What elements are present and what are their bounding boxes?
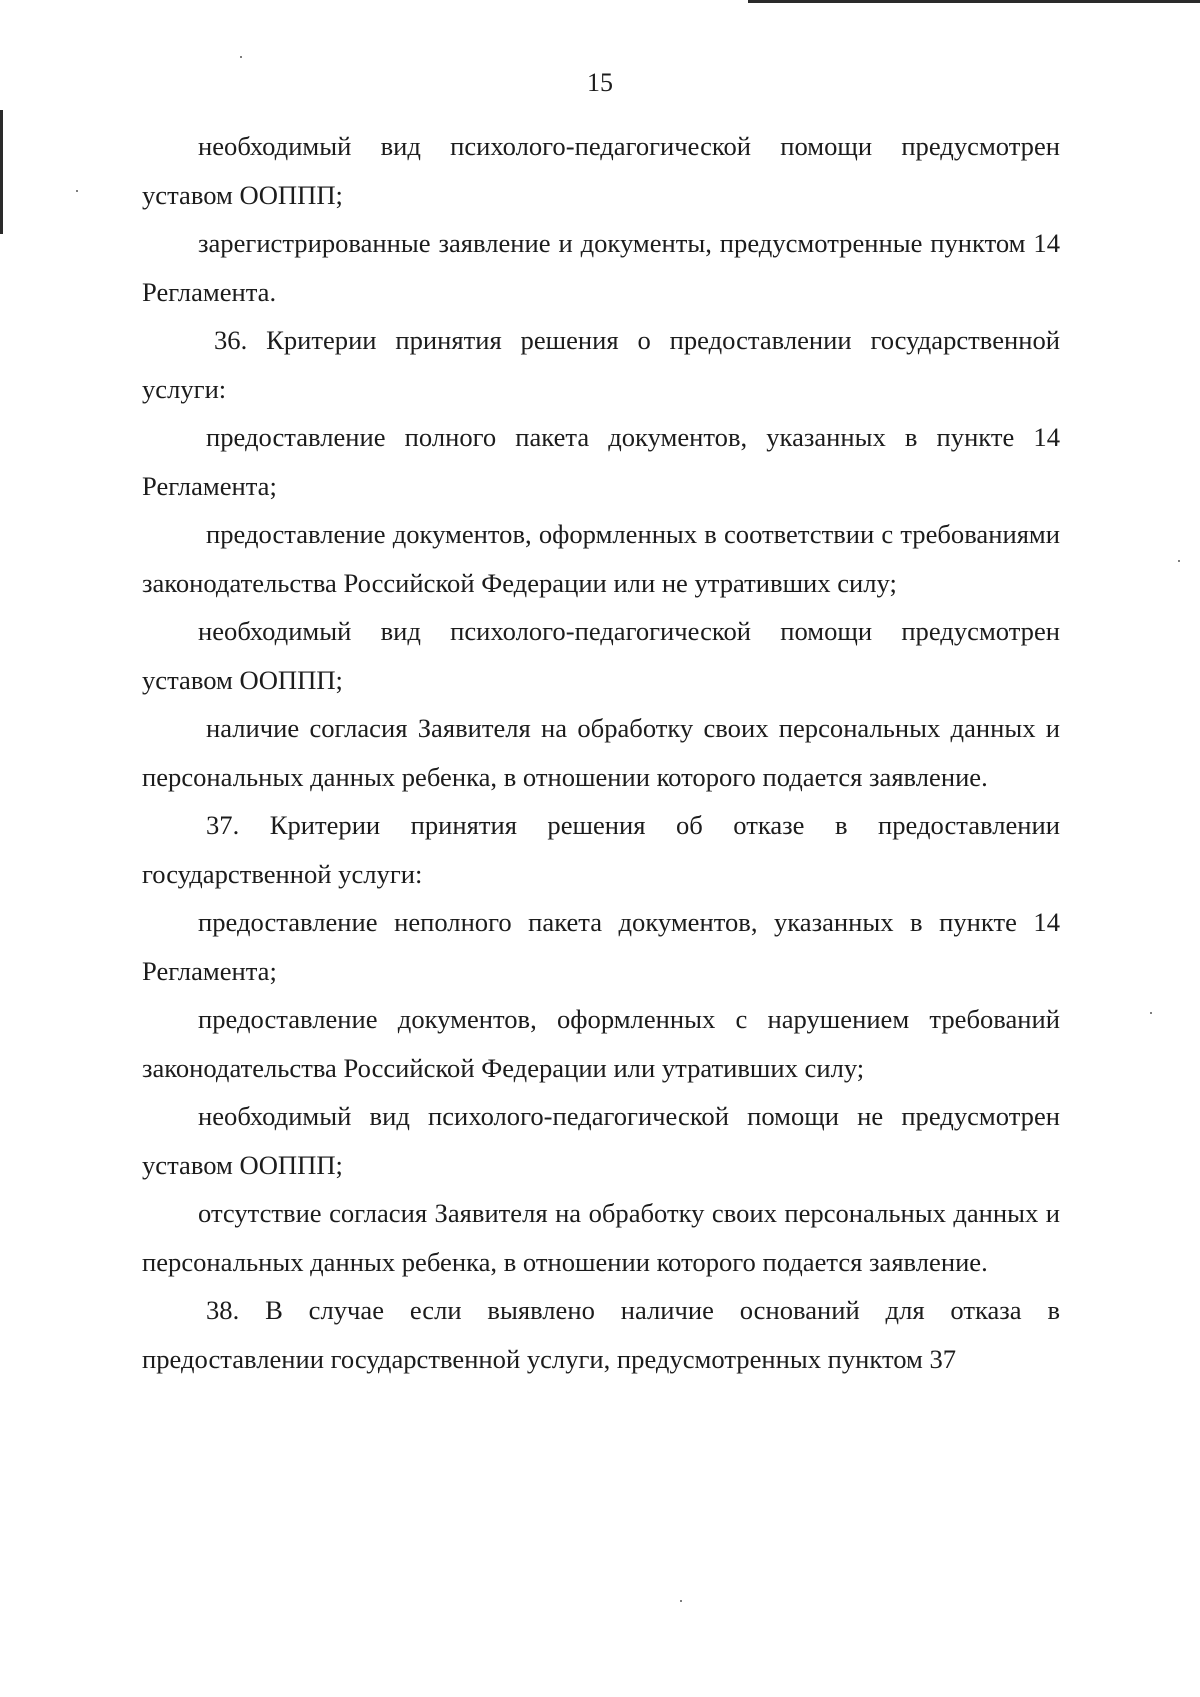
- scan-speck: [76, 190, 78, 192]
- paragraph: 37. Критерии принятия решения об отказе в предоставлении государственной услуги:: [142, 810, 1060, 889]
- paragraph: необходимый вид психолого-педагогической помощи предусмотрен уставом ООППП;: [142, 131, 1060, 210]
- paragraph: отсутствие согласия Заявителя на обработку своих персональных данных и персональных данных ребенка, в отношении которого подается заявление.: [142, 1198, 1060, 1277]
- scan-speck: [1178, 560, 1180, 562]
- paragraph: предоставление документов, оформленных с нарушением требований законодательства Российской Федерации или утративших силу;: [142, 1004, 1060, 1083]
- paragraph: предоставление документов, оформленных в соответствии с требованиями законодательства Российской Федерации или не утративших силу;: [142, 519, 1060, 598]
- scan-artifact-top: [748, 0, 1200, 3]
- document-body: [142, 122, 1060, 1383]
- paragraph: предоставление неполного пакета документов, указанных в пункте 14 Регламента;: [142, 907, 1060, 986]
- paragraph: наличие согласия Заявителя на обработку своих персональных данных и персональных данных ребенка, в отношении которого подается заявление.: [142, 713, 1060, 792]
- paragraph: 38. В случае если выявлено наличие оснований для отказа в предоставлении государственной услуги, предусмотренных пунктом 37: [142, 1295, 1060, 1374]
- page-number: 15: [587, 68, 613, 97]
- paragraph: 36. Критерии принятия решения о предоставлении государственной услуги:: [142, 325, 1060, 404]
- paragraph: предоставление полного пакета документов, указанных в пункте 14 Регламента;: [142, 422, 1060, 501]
- paragraph: зарегистрированные заявление и документы, предусмотренные пунктом 14 Регламента.: [142, 228, 1060, 307]
- scan-speck: [240, 56, 242, 58]
- paragraph: необходимый вид психолого-педагогической помощи не предусмотрен уставом ООППП;: [142, 1101, 1060, 1180]
- scan-speck: [1150, 1012, 1152, 1014]
- paragraph: необходимый вид психолого-педагогической помощи предусмотрен уставом ООППП;: [142, 616, 1060, 695]
- scan-speck: [680, 1600, 682, 1602]
- scan-artifact-left: [0, 110, 3, 234]
